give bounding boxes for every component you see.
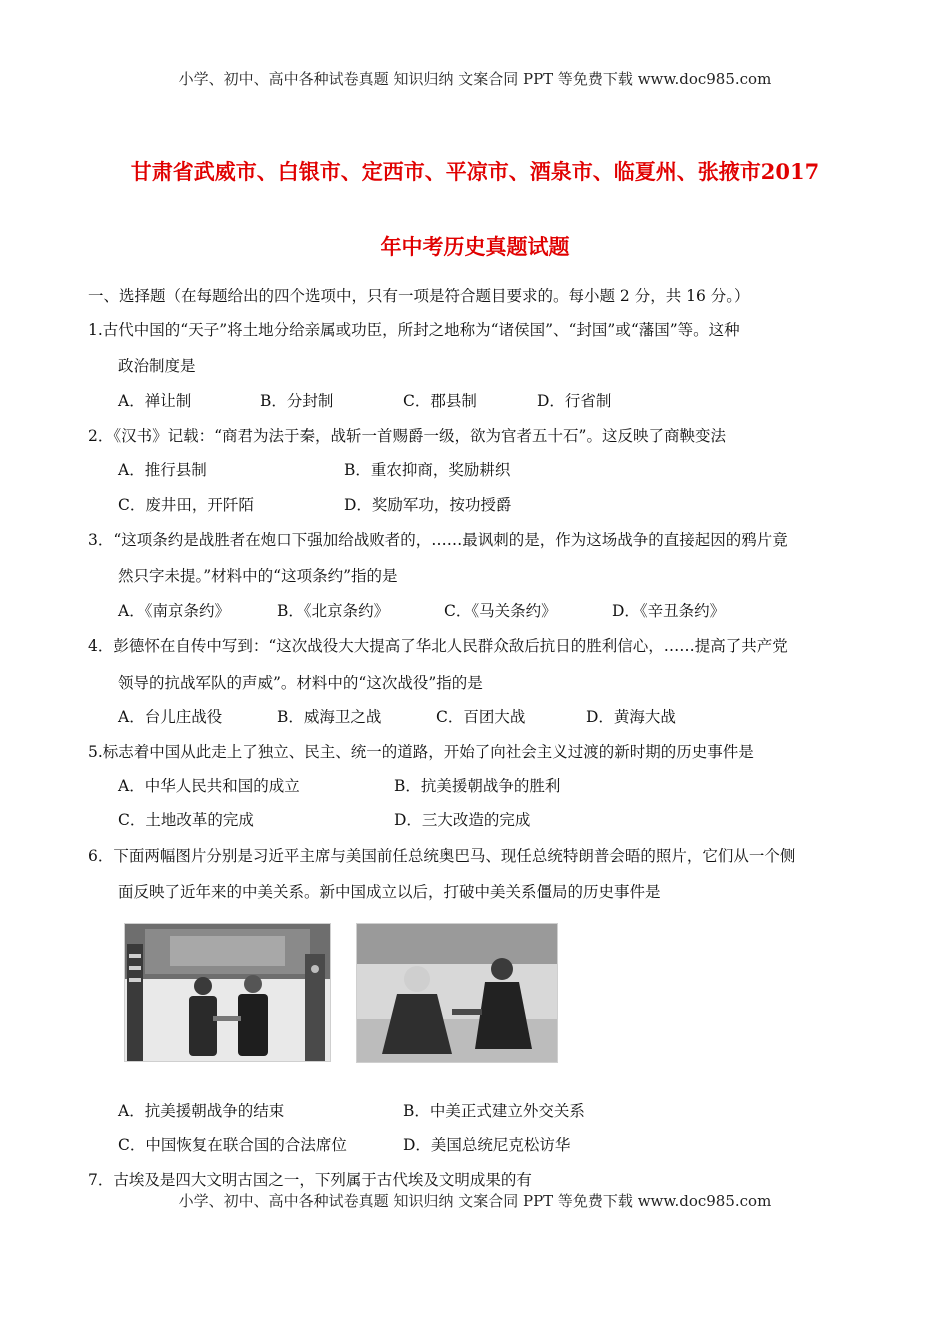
question-2-option-d: D．奖励军功，按功授爵: [344, 496, 512, 514]
question-3-option-a: A．《南京条约》: [118, 602, 230, 620]
question-6-option-c: C．中国恢复在联合国的合法席位: [118, 1136, 347, 1154]
question-3-line2: 然只字未提。”材料中的“这项条约”指的是: [118, 567, 398, 585]
question-1-line1: 1.古代中国的“天子”将土地分给亲属或功臣，所封之地称为“诸侯国”、“封国”或“藩国”等。这种: [88, 321, 740, 339]
section-heading: 一、选择题（在每题给出的四个选项中，只有一项是符合题目要求的。每小题 2 分，共 16 分。）: [88, 287, 750, 305]
question-4-option-b: B．威海卫之战: [277, 708, 382, 726]
question-1-option-a: A．禅让制: [118, 392, 192, 410]
question-6-option-b: B．中美正式建立外交关系: [403, 1102, 585, 1120]
question-3-option-b: B．《北京条约》: [277, 602, 390, 620]
question-4-option-c: C．百团大战: [436, 708, 526, 726]
question-5-line1: 5.标志着中国从此走上了独立、民主、统一的道路，开始了向社会主义过渡的新时期的历史事件是: [88, 743, 754, 761]
question-1-option-b: B．分封制: [260, 392, 334, 410]
question-4-option-a: A．台儿庄战役: [118, 708, 223, 726]
question-2-line1: 2．《汉书》记载：“商君为法于秦，战斩一首赐爵一级，欲为官者五十石”。这反映了商鞅变法: [88, 427, 726, 445]
question-6-line2: 面反映了近年来的中美关系。新中国成立以后，打破中美关系僵局的历史事件是: [118, 883, 661, 901]
page-title-line2: 年中考历史真题试题: [380, 234, 570, 259]
question-3-option-c: C．《马关条约》: [444, 602, 557, 620]
question-5-option-c: C．土地改革的完成: [118, 811, 254, 829]
question-3-line1: 3．“这项条约是战胜者在炮口下强加给战败者的，……最讽刺的是，作为这场战争的直接起因的鸦片竟: [88, 531, 788, 549]
question-5-option-a: A．中华人民共和国的成立: [118, 777, 300, 795]
question-2-option-a: A．推行县制: [118, 461, 207, 479]
question-5-option-b: B．抗美援朝战争的胜利: [394, 777, 561, 795]
photo-meeting-trump: [356, 923, 558, 1063]
question-4-line2: 领导的抗战军队的声威”。材料中的“这次战役”指的是: [118, 674, 483, 692]
question-1-option-c: C．郡县制: [403, 392, 477, 410]
question-1-option-d: D．行省制: [537, 392, 612, 410]
question-3-option-d: D．《辛丑条约》: [612, 602, 726, 620]
question-6-line1: 6．下面两幅图片分别是习近平主席与美国前任总统奥巴马、现任总统特朗普会晤的照片，它们从一个侧: [88, 847, 796, 865]
question-2-option-c: C．废井田，开阡陌: [118, 496, 254, 514]
question-6-option-d: D．美国总统尼克松访华: [403, 1136, 571, 1154]
question-1-line2: 政治制度是: [118, 357, 196, 375]
page-title-line1: 甘肃省武威市、白银市、定西市、平凉市、酒泉市、临夏州、张掖市2017: [130, 159, 820, 184]
question-4-line1: 4．彭德怀在自传中写到：“这次战役大大提高了华北人民群众敌后抗日的胜利信心，……提高了共产党: [88, 637, 788, 655]
question-5-option-d: D．三大改造的完成: [394, 811, 531, 829]
question-2-option-b: B．重农抑商，奖励耕织: [344, 461, 511, 479]
photo-meeting-obama: [124, 923, 331, 1062]
page-footer: 小学、初中、高中各种试卷真题 知识归纳 文案合同 PPT 等免费下载 www.doc985.com: [178, 1192, 772, 1210]
question-7-line1: 7．古埃及是四大文明古国之一，下列属于古代埃及文明成果的有: [88, 1171, 532, 1189]
question-6-option-a: A．抗美援朝战争的结束: [118, 1102, 285, 1120]
question-4-option-d: D．黄海大战: [586, 708, 676, 726]
page-header: 小学、初中、高中各种试卷真题 知识归纳 文案合同 PPT 等免费下载 www.doc985.com: [178, 70, 772, 88]
